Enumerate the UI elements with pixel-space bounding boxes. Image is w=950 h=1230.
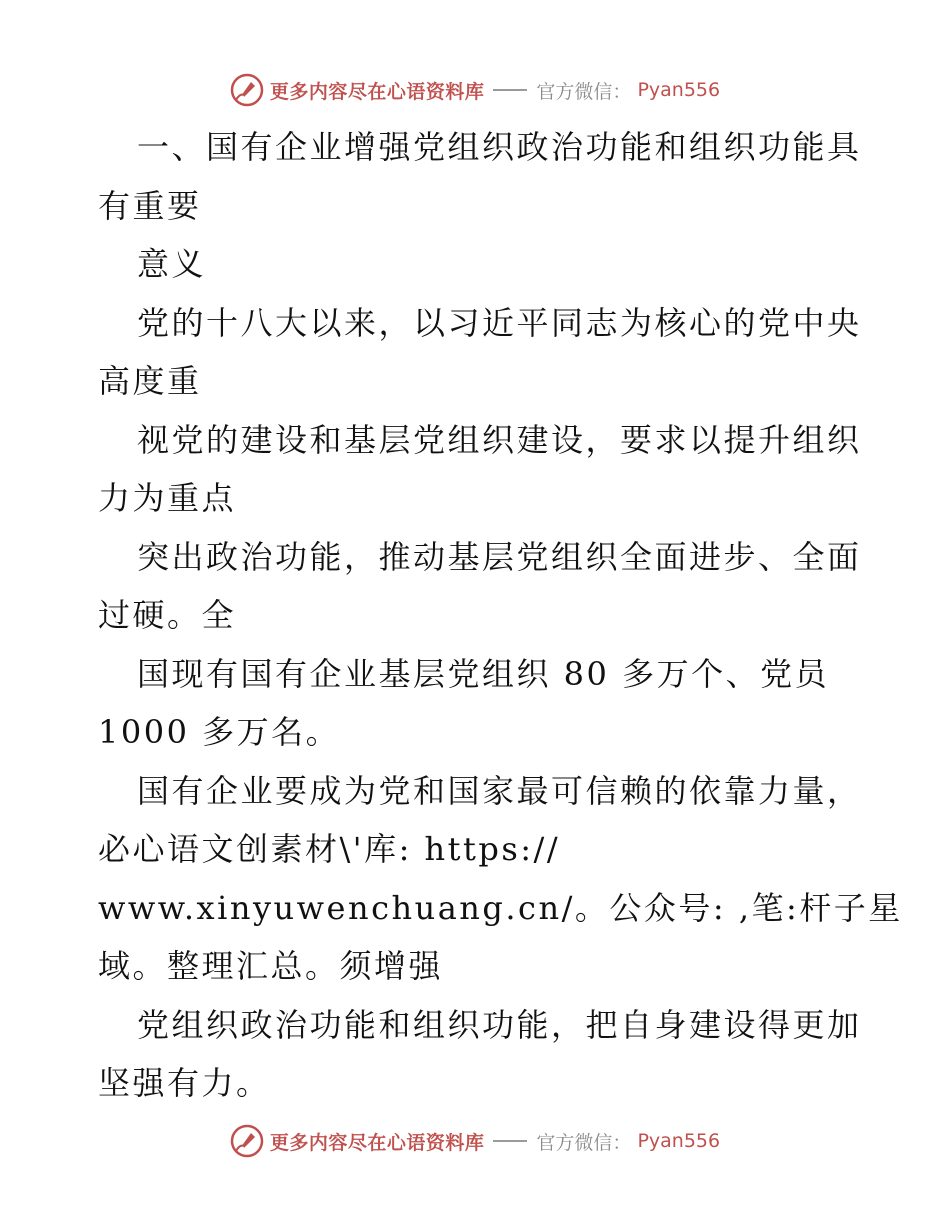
footer-official-label: 官方微信： [536,1131,632,1154]
footer-wechat-id: Pyan556 [637,1130,721,1152]
body-text-line: 高度重 [98,362,202,400]
pen-nib-logo-icon [230,73,264,107]
body-text-line: 国现有国有企业基层党组织 80 多万个、党员 [137,654,830,693]
body-text-line: 坚强有力。 [98,1064,271,1102]
header-official-label: 官方微信： [536,80,632,103]
header-wechat-id: Pyan556 [637,79,721,101]
pen-nib-logo-icon [230,1124,264,1158]
body-text-line: 必心语文创素材\'库: https:// [98,830,561,868]
body-text-line: 视党的建设和基层党组织建设，要求以提升组织 [137,420,862,459]
header-banner [0,70,950,110]
document-body [98,118,903,1113]
footer-banner-content [230,1124,720,1158]
body-text-line: 意义 [137,245,207,283]
body-text-line: 突出政治功能，推动基层党组织全面进步、全面 [137,537,862,576]
footer-brand-text: 更多内容尽在心语资料库 [269,1131,485,1154]
body-text-line: 1000 多万名。 [98,713,341,751]
body-text-line: 国有企业要成为党和国家最可信赖的依靠力量， [137,771,862,810]
body-text-line: 一、国有企业增强党组织政治功能和组织功能具 [137,128,862,166]
footer-banner-dash [493,1140,527,1142]
footer-banner [0,1121,950,1161]
body-text-line: 有重要 [98,186,202,225]
body-text-line: 力为重点 [98,479,237,517]
body-text-line: 党的十八大以来，以习近平同志为核心的党中央 [137,303,862,342]
header-banner-content [230,73,720,107]
header-brand-text: 更多内容尽在心语资料库 [269,80,485,103]
body-text-line: 过硬。全 [98,596,237,634]
body-text-line: www.xinyuwenchuang.cn/。公众号: ,笔:杆子星 [98,888,903,927]
body-text-line: 党组织政治功能和组织功能，把自身建设得更加 [137,1005,862,1044]
body-text-line: 域。整理汇总。须增强 [98,947,444,985]
header-banner-dash [493,89,527,91]
